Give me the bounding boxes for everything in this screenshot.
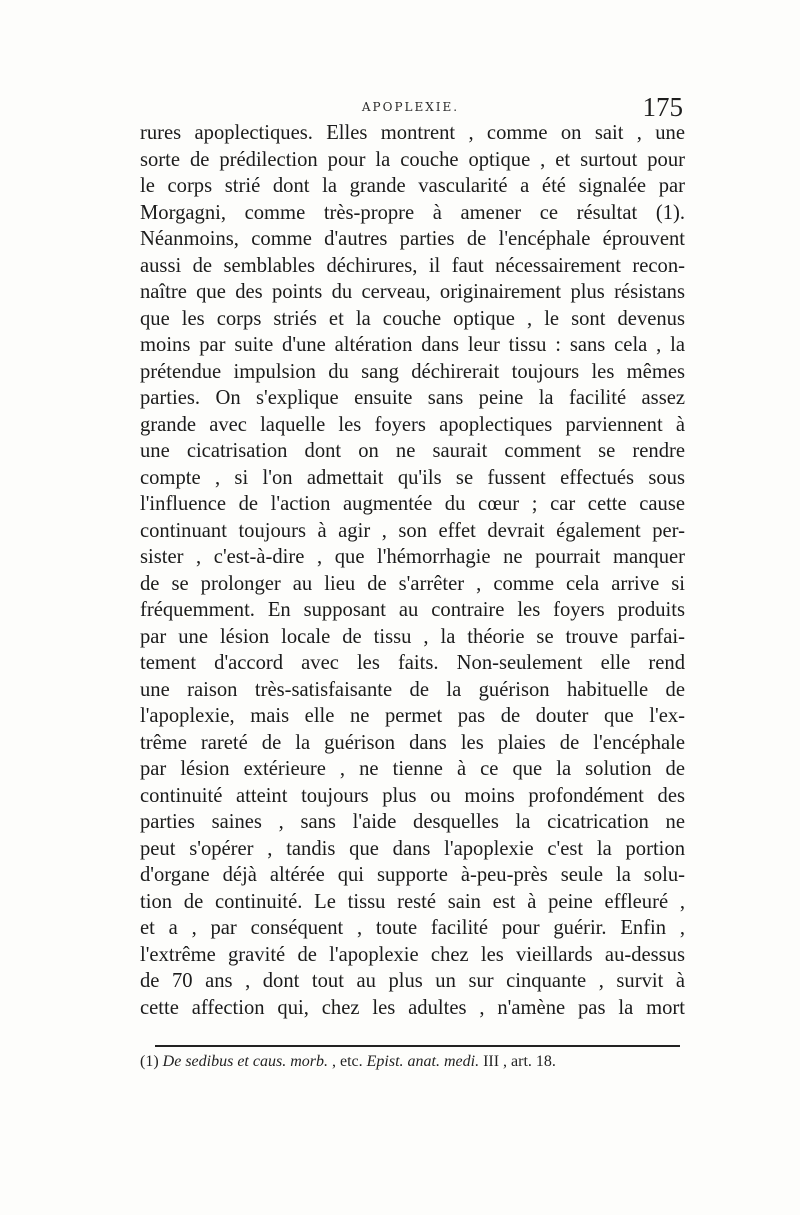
footnote-citation-title: De sedibus et caus. morb. [162, 1053, 328, 1070]
text-line: peut s'opérer , tandis que dans l'apoplexie c'est la portion [140, 837, 685, 860]
text-line: compte , si l'on admettait qu'ils se fussent effectués sous [140, 466, 685, 489]
text-line: d'organe déjà altérée qui supporte à-peu-près seule la solu- [140, 864, 685, 886]
text-line: fréquemment. En supposant au contraire les foyers produits [140, 599, 685, 621]
text-line: que les corps striés et la couche optique , le sont devenus [140, 307, 685, 330]
text-line: l'influence de l'action augmentée du cœur ; car cette cause [140, 493, 685, 515]
text-line: naître que des points du cerveau, originairement plus résistans [140, 281, 685, 303]
text-line: l'extrême gravité de l'apoplexie chez les vieillards au-dessus [140, 943, 685, 966]
text-line: Morgagni, comme très-propre à amener ce résultat (1). [140, 201, 685, 224]
running-title: APOPLEXIE. [361, 100, 460, 114]
text-line: prétendue impulsion du sang déchirerait toujours les mêmes [140, 360, 685, 383]
text-line: l'apoplexie, mais elle ne permet pas de douter que l'ex- [140, 705, 685, 727]
text-line: une raison très-satisfaisante de la guérison habituelle de [140, 678, 685, 701]
footnote-rule [155, 1045, 680, 1047]
text-line: rures apoplectiques. Elles montrent , comme on sait , une [140, 122, 685, 144]
body-text [140, 120, 685, 1021]
text-line: par lésion extérieure , ne tienne à ce que la solution de [140, 758, 685, 780]
text-line: de 70 ans , dont tout au plus un sur cinquante , survit à [140, 970, 685, 992]
text-line: le corps strié dont la grande vascularité a été signalée par [140, 175, 685, 197]
text-line: continuité atteint toujours plus ou moins profondément des [140, 784, 685, 807]
text-line: aussi de semblables déchirures, il faut nécessairement recon- [140, 254, 685, 277]
text-line: Néanmoins, comme d'autres parties de l'encéphale éprouvent [140, 228, 685, 250]
text-line: par une lésion locale de tissu , la théorie se trouve parfai- [140, 625, 685, 648]
text-line: et a , par conséquent , toute facilité pour guérir. Enfin , [140, 917, 685, 939]
text-line: tion de continuité. Le tissu resté sain est à peine effleuré , [140, 890, 685, 913]
text-line: parties. On s'explique ensuite sans peine la facilité assez [140, 387, 685, 409]
text-line: parties saines , sans l'aide desquelles la cicatrication ne [140, 811, 685, 833]
text-line: une cicatrisation dont on ne saurait comment se rendre [140, 440, 685, 462]
footnote-marker: (1) [140, 1053, 159, 1070]
footnote-citation-tail: III , art. 18. [479, 1053, 556, 1070]
footnote-citation-middle: , etc. [327, 1053, 367, 1070]
text-line: tement d'accord avec les faits. Non-seulement elle rend [140, 652, 685, 674]
page-number: 175 [642, 92, 683, 122]
text-line: moins par suite d'une altération dans leur tissu : sans cela , la [140, 334, 685, 356]
footnote [140, 1052, 685, 1072]
text-line: sorte de prédilection pour la couche optique , et surtout pour [140, 148, 685, 171]
text-line: sister , c'est-à-dire , que l'hémorrhagie ne pourrait manquer [140, 546, 685, 568]
text-line: continuant toujours à agir , son effet devrait également per- [140, 519, 685, 542]
text-line: cette affection qui, chez les adultes , n'amène pas la mort [140, 996, 685, 1019]
text-line: grande avec laquelle les foyers apoplectiques parviennent à [140, 413, 685, 436]
footnote-citation-source: Epist. anat. medi. [366, 1053, 480, 1070]
text-line: de se prolonger au lieu de s'arrêter , comme cela arrive si [140, 572, 685, 595]
text-line: trême rareté de la guérison dans les plaies de l'encéphale [140, 731, 685, 754]
